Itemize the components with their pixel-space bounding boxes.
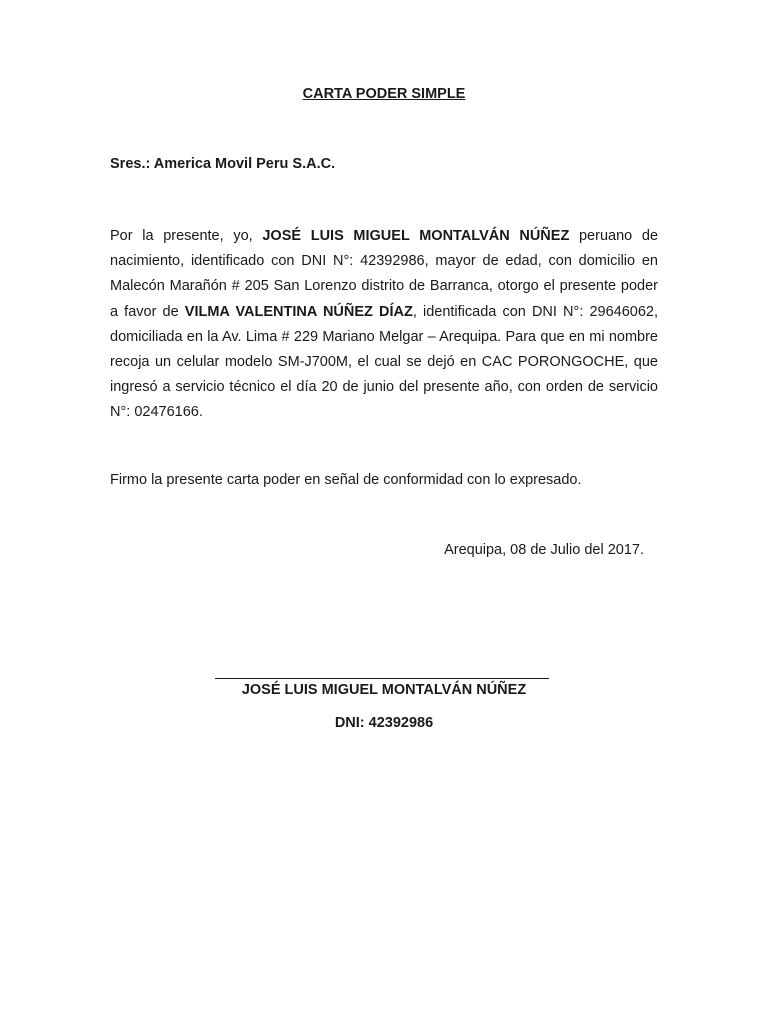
- addressee: Sres.: America Movil Peru S.A.C.: [110, 156, 336, 172]
- body-text-part-1: Por la presente, yo,: [110, 228, 263, 244]
- signature-line: [215, 678, 549, 679]
- body-paragraph: [110, 224, 658, 426]
- body-text-part-2: peruano de nacimiento, identificado con DNI N°: 42392986, mayor de edad, con domicilio en Malecón Marañón # 205 San Lorenzo distrito de Barranca, otorgo el presente poder a favor de: [110, 228, 659, 320]
- closing-statement: Firmo la presente carta poder en señal de conformidad con lo expresado.: [110, 472, 582, 488]
- place-date: Arequipa, 08 de Julio del 2017.: [444, 542, 644, 558]
- body-text-part-3: , identificada con DNI N°: 29646062, domiciliada en la Av. Lima # 229 Mariano Melgar – Arequipa. Para que en mi nombre recoja un celular modelo SM-J700M, el cual se dejó en CAC PORONGOCHE, que ingresó a servicio técnico el día 20 de junio del presente año, con orden de servicio N°: 02476166.: [110, 303, 659, 421]
- signer-name: JOSÉ LUIS MIGUEL MONTALVÁN NÚÑEZ: [241, 682, 527, 698]
- signer-dni: DNI: 42392986: [334, 715, 434, 731]
- grantee-name: VILMA VALENTINA NÚÑEZ DÍAZ: [184, 303, 413, 320]
- grantor-name: JOSÉ LUIS MIGUEL MONTALVÁN NÚÑEZ: [262, 228, 570, 244]
- document-title: CARTA PODER SIMPLE: [302, 86, 466, 102]
